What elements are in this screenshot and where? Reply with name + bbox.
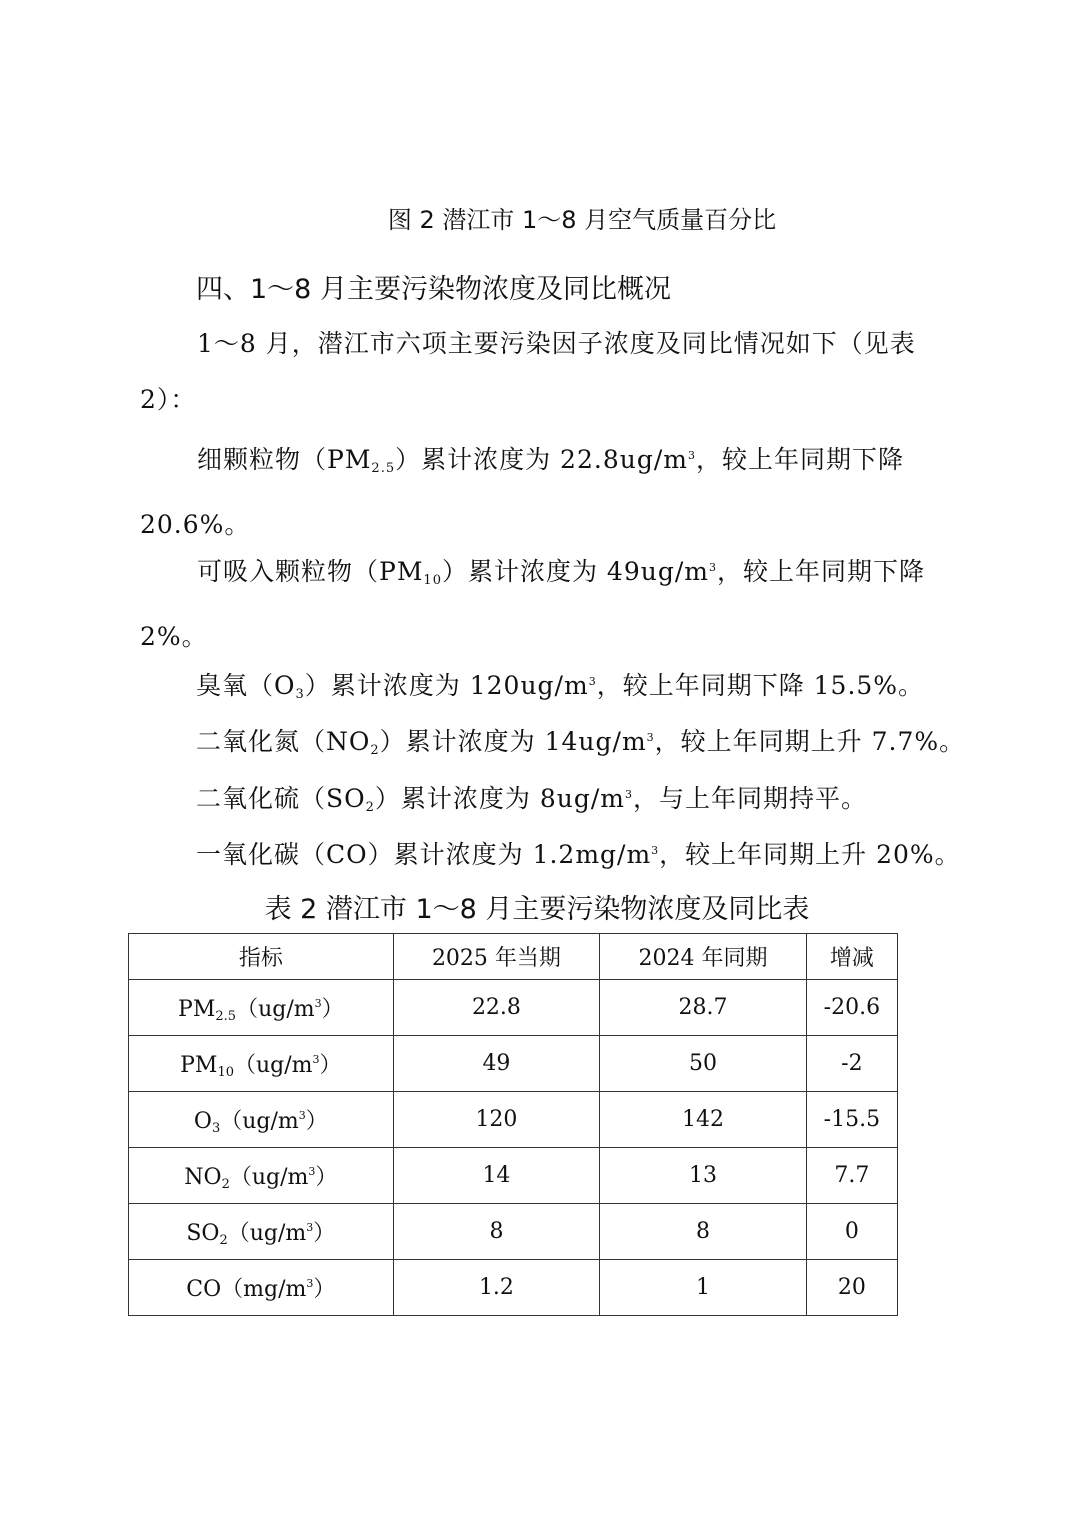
so2-paragraph (196, 779, 867, 815)
no2-suffix: ，较上年同期上升 7.7%。 (654, 727, 966, 756)
so2-mid: ）累计浓度为 8ug/m (374, 784, 625, 813)
indicator-close: ） (313, 1276, 336, 1302)
change-value-cell: -15.5 (806, 1092, 897, 1148)
o3-paragraph (196, 666, 924, 702)
pm25-suffix: ，较上年同期下降 20.6%。 (140, 445, 904, 539)
table-row (129, 1204, 898, 1260)
o3-suffix: ，较上年同期下降 15.5%。 (596, 671, 925, 700)
o3-mid: ）累计浓度为 120ug/m (304, 671, 589, 700)
figure-caption: 图 2 潜江市 1～8 月空气质量百分比 (387, 206, 777, 234)
current-value-cell: 1.2 (393, 1260, 600, 1316)
header-previous: 2024 年同期 (600, 934, 807, 980)
table-row (129, 1260, 898, 1316)
header-change: 增减 (806, 934, 897, 980)
header-indicator: 指标 (129, 934, 394, 980)
co-mid: ）累计浓度为 1.2mg/m (367, 840, 652, 869)
indicator-sup: 3 (314, 996, 322, 1010)
table-row (129, 980, 898, 1036)
indicator-sub: 2.5 (215, 1008, 237, 1024)
so2-sup: 3 (625, 788, 633, 801)
indicator-name: O (193, 1108, 212, 1134)
pm10-suffix: ，较上年同期下降 2%。 (140, 557, 925, 651)
o3-sup: 3 (588, 675, 597, 688)
indicator-sup: 3 (308, 1164, 316, 1178)
indicator-name: SO (186, 1220, 220, 1246)
pm25-sub: 2.5 (371, 461, 396, 476)
table-row (129, 1036, 898, 1092)
co-paragraph (196, 835, 961, 871)
indicator-close: ） (319, 1052, 342, 1078)
indicator-unit: （mg/m (221, 1276, 307, 1302)
change-value-cell: 0 (806, 1204, 897, 1260)
no2-sub: 2 (370, 743, 380, 758)
indicator-cell (129, 1148, 394, 1204)
pm10-prefix: 可吸入颗粒物（PM (197, 557, 424, 586)
no2-mid: ）累计浓度为 14ug/m (379, 727, 647, 756)
indicator-unit: （ug/m (220, 1108, 299, 1134)
pollutant-table (128, 933, 898, 1316)
change-value-cell: 20 (806, 1260, 897, 1316)
pm10-mid: ）累计浓度为 49ug/m (441, 557, 709, 586)
previous-value-cell: 50 (600, 1036, 807, 1092)
change-value-cell: -2 (806, 1036, 897, 1092)
indicator-close: ） (315, 1164, 338, 1190)
table-row (129, 1148, 898, 1204)
pm25-mid: ）累计浓度为 22.8ug/m (395, 445, 688, 474)
so2-prefix: 二氧化硫（SO (196, 784, 366, 813)
pm10-sup: 3 (708, 561, 717, 574)
pm25-paragraph (140, 428, 940, 553)
table-row (129, 1092, 898, 1148)
indicator-sup: 3 (306, 1220, 314, 1234)
indicator-unit: （ug/m (236, 996, 315, 1022)
previous-value-cell: 142 (600, 1092, 807, 1148)
change-value-cell: 7.7 (806, 1148, 897, 1204)
o3-prefix: 臭氧（O (196, 671, 296, 700)
table-caption: 表 2 潜江市 1～8 月主要污染物浓度及同比表 (264, 894, 810, 925)
indicator-sup: 3 (298, 1108, 306, 1122)
pm25-prefix: 细颗粒物（PM (197, 445, 372, 474)
no2-prefix: 二氧化氮（NO (196, 727, 371, 756)
previous-value-cell: 8 (600, 1204, 807, 1260)
o3-sub: 3 (295, 687, 305, 702)
so2-sub: 2 (365, 800, 375, 815)
indicator-unit: （ug/m (229, 1164, 309, 1190)
indicator-close: ） (321, 996, 344, 1022)
indicator-sup: 3 (306, 1276, 314, 1290)
intro-paragraph: 1～8 月，潜江市六项主要污染因子浓度及同比情况如下（见表 2）： (140, 329, 916, 414)
indicator-name: NO (184, 1164, 222, 1190)
indicator-name: PM (178, 996, 216, 1022)
indicator-sub: 2 (221, 1176, 230, 1192)
current-value-cell: 49 (393, 1036, 600, 1092)
indicator-cell (129, 1092, 394, 1148)
co-suffix: ，较上年同期上升 20%。 (659, 840, 961, 869)
section-heading: 四、1～8 月主要污染物浓度及同比概况 (196, 274, 671, 305)
current-value-cell: 8 (393, 1204, 600, 1260)
indicator-sup: 3 (312, 1052, 320, 1066)
pm10-sub: 10 (423, 573, 442, 588)
indicator-name: CO (186, 1276, 222, 1302)
so2-suffix: ，与上年同期持平。 (633, 784, 868, 813)
indicator-close: ） (305, 1108, 328, 1134)
co-prefix: 一氧化碳（CO (196, 840, 368, 869)
indicator-name: PM (180, 1052, 218, 1078)
indicator-sub: 2 (219, 1232, 228, 1248)
co-sup: 3 (651, 844, 660, 857)
previous-value-cell: 1 (600, 1260, 807, 1316)
no2-paragraph (196, 722, 965, 758)
no2-sup: 3 (646, 731, 655, 744)
previous-value-cell: 13 (600, 1148, 807, 1204)
indicator-sub: 3 (211, 1120, 221, 1136)
indicator-close: ） (313, 1220, 336, 1246)
indicator-sub: 10 (217, 1064, 234, 1080)
current-value-cell: 22.8 (393, 980, 600, 1036)
current-value-cell: 14 (393, 1148, 600, 1204)
indicator-cell (129, 1204, 394, 1260)
table-header-row (129, 934, 898, 980)
indicator-unit: （ug/m (234, 1052, 313, 1078)
header-current: 2025 年当期 (393, 934, 600, 980)
indicator-cell (129, 1260, 394, 1316)
pm25-sup: 3 (687, 449, 696, 462)
pm10-paragraph (140, 540, 940, 665)
indicator-cell (129, 980, 394, 1036)
indicator-cell (129, 1036, 394, 1092)
change-value-cell: -20.6 (806, 980, 897, 1036)
current-value-cell: 120 (393, 1092, 600, 1148)
indicator-unit: （ug/m (227, 1220, 307, 1246)
previous-value-cell: 28.7 (600, 980, 807, 1036)
